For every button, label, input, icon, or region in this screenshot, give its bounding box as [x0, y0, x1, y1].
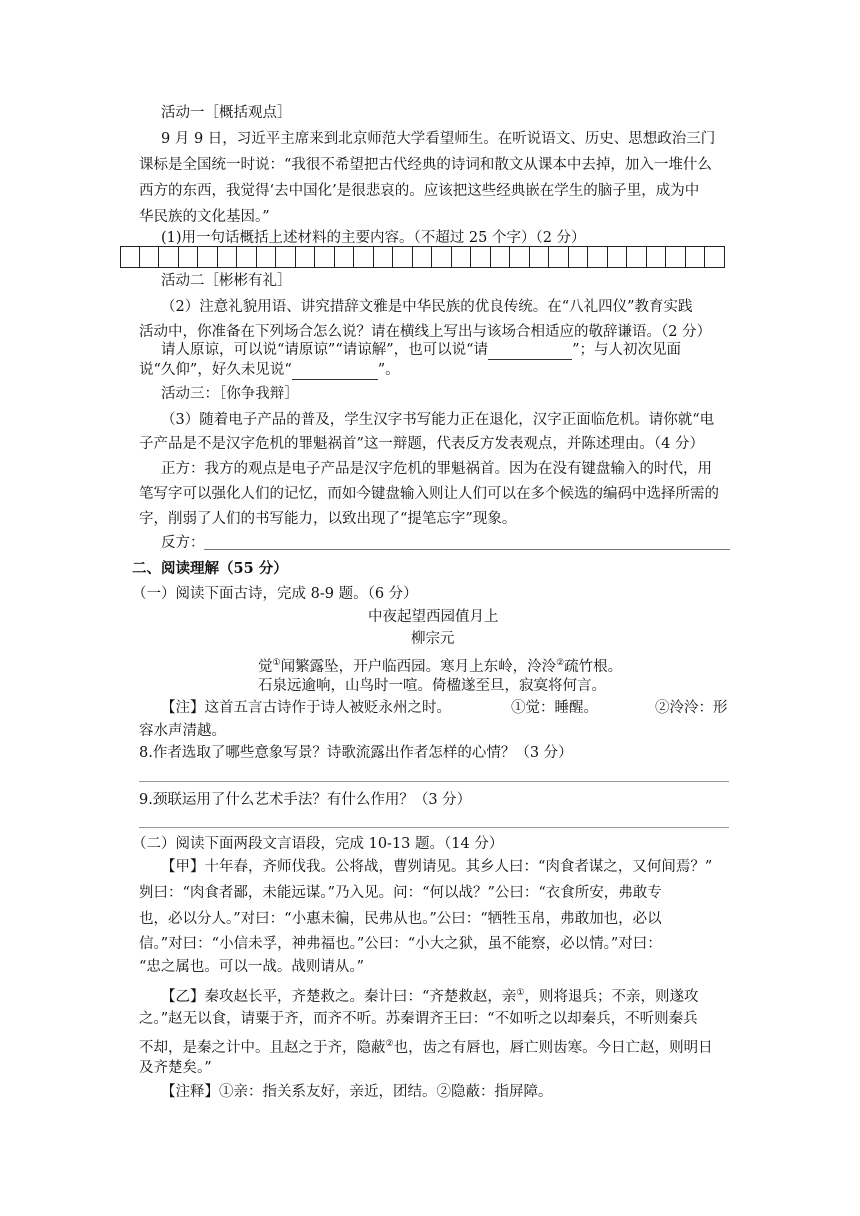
poem-note: 【注】这首五言古诗作于诗人被贬永州之时。 — [161, 700, 451, 716]
poem-author: 柳宗元 — [411, 631, 455, 647]
question-1: (1)用一句话概括上述材料的主要内容。（不超过 25 个字）（2 分） — [161, 230, 586, 246]
q2-text-b: ”；与人初次见面 — [572, 342, 681, 358]
question-2-line: 活动中，你准备在下列场合怎么说？请在横线上写出与该场合相适应的敬辞谦语。（2 分） — [139, 324, 712, 340]
footnote: 【注释】①亲：指关系友好，亲近，团结。②隐蔽：指屏障。 — [161, 1084, 553, 1100]
poem-note: 容水声清越。 — [139, 723, 226, 739]
passage-jia-line: 刿曰：“肉食者鄙，未能远谋。”乃入见。问：“何以战？”公曰：“衣食所安，弗敢专 — [139, 885, 662, 901]
activity2-heading: 活动二［彬彬有礼］ — [161, 273, 292, 289]
part2-instruction: （二）阅读下面两段文言语段，完成 10-13 题。（14 分） — [132, 836, 504, 852]
question-3-line: 子产品是不是汉字危机的罪魁祸首”这一辩题，代表反方发表观点，并陈述理由。（4 分） — [139, 436, 704, 452]
pro-argument-line: 正方：我方的观点是电子产品是汉字危机的罪魁祸首。因为在没有键盘输入的时代，用 — [161, 461, 712, 477]
passage-yi-line: 【乙】秦攻赵长平，齐楚救之。秦计曰：“齐楚救赵，亲①，则将退兵；不亲，则遂攻 — [161, 988, 699, 1005]
con-label: 反方： — [161, 535, 205, 551]
passage-yi-line: 不却，是秦之计中。且赵之于齐，隐蔽②也，齿之有唇也，唇亡则齿寒。今日亡赵，则明日 — [139, 1039, 713, 1056]
answer-grid[interactable] — [120, 246, 725, 268]
section-title: 二、阅读理解（55 分） — [132, 560, 288, 577]
q8-answer-line[interactable] — [139, 781, 729, 782]
q2-text-d: ”。 — [377, 362, 400, 378]
activity1-para-line: 课标是全国统一时说：“我很不希望把古代经典的诗词和散文从课本中去掉，加入一堆什么 — [139, 157, 712, 173]
activity3-heading: 活动三：［你争我辩］ — [161, 386, 299, 402]
passage-jia-line: 信。”对曰：“小信未孚，神弗福也。”公曰：“小大之狱，虽不能察，必以情。”对曰： — [139, 936, 662, 952]
passage-yi-line: 及齐楚矣。” — [139, 1060, 212, 1076]
question-2-blank-line — [139, 360, 400, 380]
question-3-line: （3）随着电子产品的普及，学生汉字书写能力正在退化，汉字正面临危机。请你就“电 — [161, 412, 715, 428]
poem-note: ②泠泠：形 — [655, 700, 728, 716]
part1-instruction: （一）阅读下面古诗，完成 8-9 题。（6 分） — [132, 586, 418, 602]
activity1-para-line: 华民族的文化基因。” — [139, 209, 270, 225]
poem-title: 中夜起望西园值月上 — [368, 609, 499, 625]
answer-blank[interactable] — [292, 363, 378, 380]
passage-yi-line: 之。”赵无以食，请粟于齐，而齐不听。苏秦谓齐王曰：“不如听之以却秦兵，不听则秦兵 — [139, 1011, 698, 1027]
question-8: 8.作者选取了哪些意象写景？诗歌流露出作者怎样的心情？（3 分） — [139, 745, 573, 761]
passage-jia-line: “忠之属也。可以一战。战则请从。” — [139, 959, 365, 975]
q2-text-c: 说“久仰”，好久未见说“ — [139, 362, 292, 378]
poem-note: ①觉：睡醒。 — [511, 700, 598, 716]
poem-line-2: 石泉远逾响，山鸟时一喧。倚楹遂至旦，寂寞将何言。 — [258, 678, 606, 694]
passage-jia-line: 也，必以分人。”对曰：“小惠未徧，民弗从也。”公曰：“牺牲玉帛，弗敢加也，必以 — [139, 911, 662, 927]
pro-argument-line: 笔写字可以强化人们的记忆，而如今键盘输入则让人们可以在多个候选的编码中选择所需的 — [139, 486, 719, 502]
q9-answer-line[interactable] — [139, 827, 729, 828]
answer-blank[interactable] — [488, 343, 572, 360]
passage-jia-line: 【甲】十年春，齐师伐我。公将战，曹刿请见。其乡人曰：“肉食者谋之，又何间焉？” — [161, 859, 713, 875]
activity1-para-line: 9 月 9 日，习近平主席来到北京师范大学看望师生。在听说语文、历史、思想政治三门 — [161, 131, 716, 147]
con-answer-line[interactable] — [204, 549, 730, 550]
poem-line-1: 觉①闻繁露坠，开户临西园。寒月上东岭，泠泠②疏竹根。 — [258, 658, 623, 675]
question-9: 9.颈联运用了什么艺术手法？有什么作用？（3 分） — [139, 792, 472, 808]
question-2-line: （2）注意礼貌用语、讲究措辞文雅是中华民族的优良传统。在“八礼四仪”教育实践 — [161, 299, 693, 315]
q2-text-a: 请人原谅，可以说“请原谅”“请谅解”，也可以说“请 — [161, 342, 489, 358]
pro-argument-line: 字，削弱了人们的书写能力，以致出现了“提笔忘字”现象。 — [139, 511, 517, 527]
question-2-blank-line — [161, 340, 681, 360]
activity1-heading: 活动一［概括观点］ — [161, 105, 292, 121]
activity1-para-line: 西方的东西，我觉得‘去中国化’是很悲哀的。应该把这些经典嵌在学生的脑子里，成为中 — [139, 183, 700, 199]
